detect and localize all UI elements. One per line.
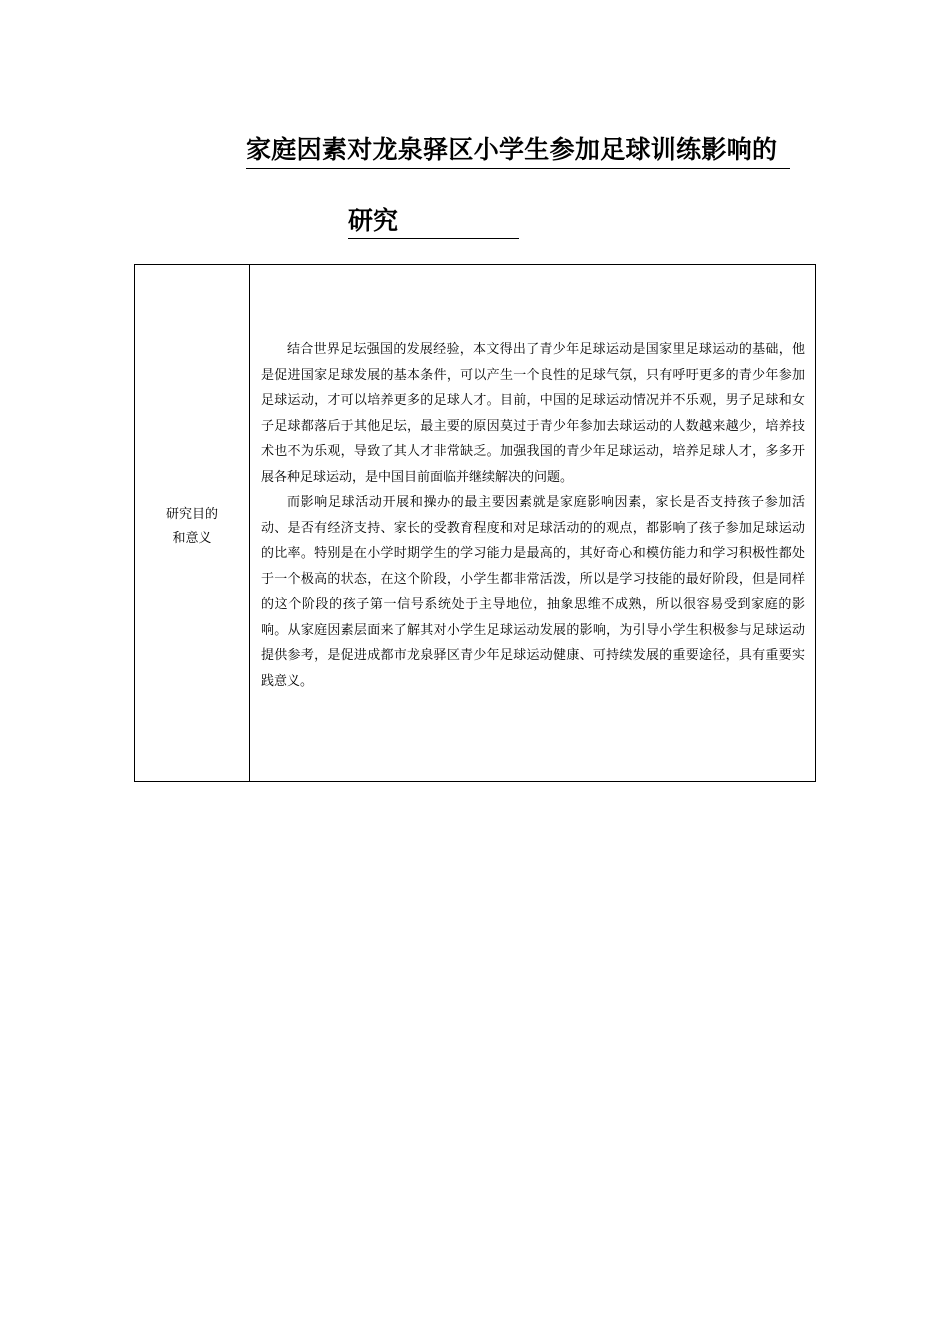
paragraph-1: 结合世界足坛强国的发展经验，本文得出了青少年足球运动是国家里足球运动的基础，他是促进国家足球发展的基本条件，可以产生一个良性的足球气氛，只有呼吁更多的青少年参加足球运动，才可以培养更多的足球人才。目前，中国的足球运动情况并不乐观，男子足球和女子足球都落后于其他足坛，最主要的原因莫过于青少年参加去球运动的人数越来越少，培养技术也不为乐观，导致了其人才非常缺乏。加强我国的青少年足球运动，培养足球人才，多多开展各种足球运动，是中国目前面临并继续解决的问题。 [261,342,805,485]
document-title-line-1: 家庭因素对龙泉驿区小学生参加足球训练影响的 [246,132,790,169]
proposal-table [134,264,816,782]
label-cell [135,265,250,781]
content-cell [250,265,815,781]
paragraph-2: 而影响足球活动开展和操办的最主要因素就是家庭影响因素，家长是否支持孩子参加活动、是否有经济支持、家长的受教育程度和对足球活动的的观点，都影响了孩子参加足球运动的比率。特别是在小学时期学生的学习能力是最高的，其好奇心和模仿能力和学习积极性都处于一个极高的状态，在这个阶段，小学生都非常活泼，所以是学习技能的最好阶段，但是同样的这个阶段的孩子第一信号系统处于主导地位，抽象思维不成熟，所以很容易受到家庭的影响。从家庭因素层面来了解其对小学生足球运动发展的影响，为引导小学生积极参与足球运动提供参考，是促进成都市龙泉驿区青少年足球运动健康、可持续发展的重要途径，具有重要实践意义。 [261,495,805,689]
document-title-line-2: 研究 [348,204,519,239]
section-label-line-2: 和意义 [172,531,212,546]
section-label [166,503,218,551]
section-label-line-1: 研究目的 [165,507,218,522]
